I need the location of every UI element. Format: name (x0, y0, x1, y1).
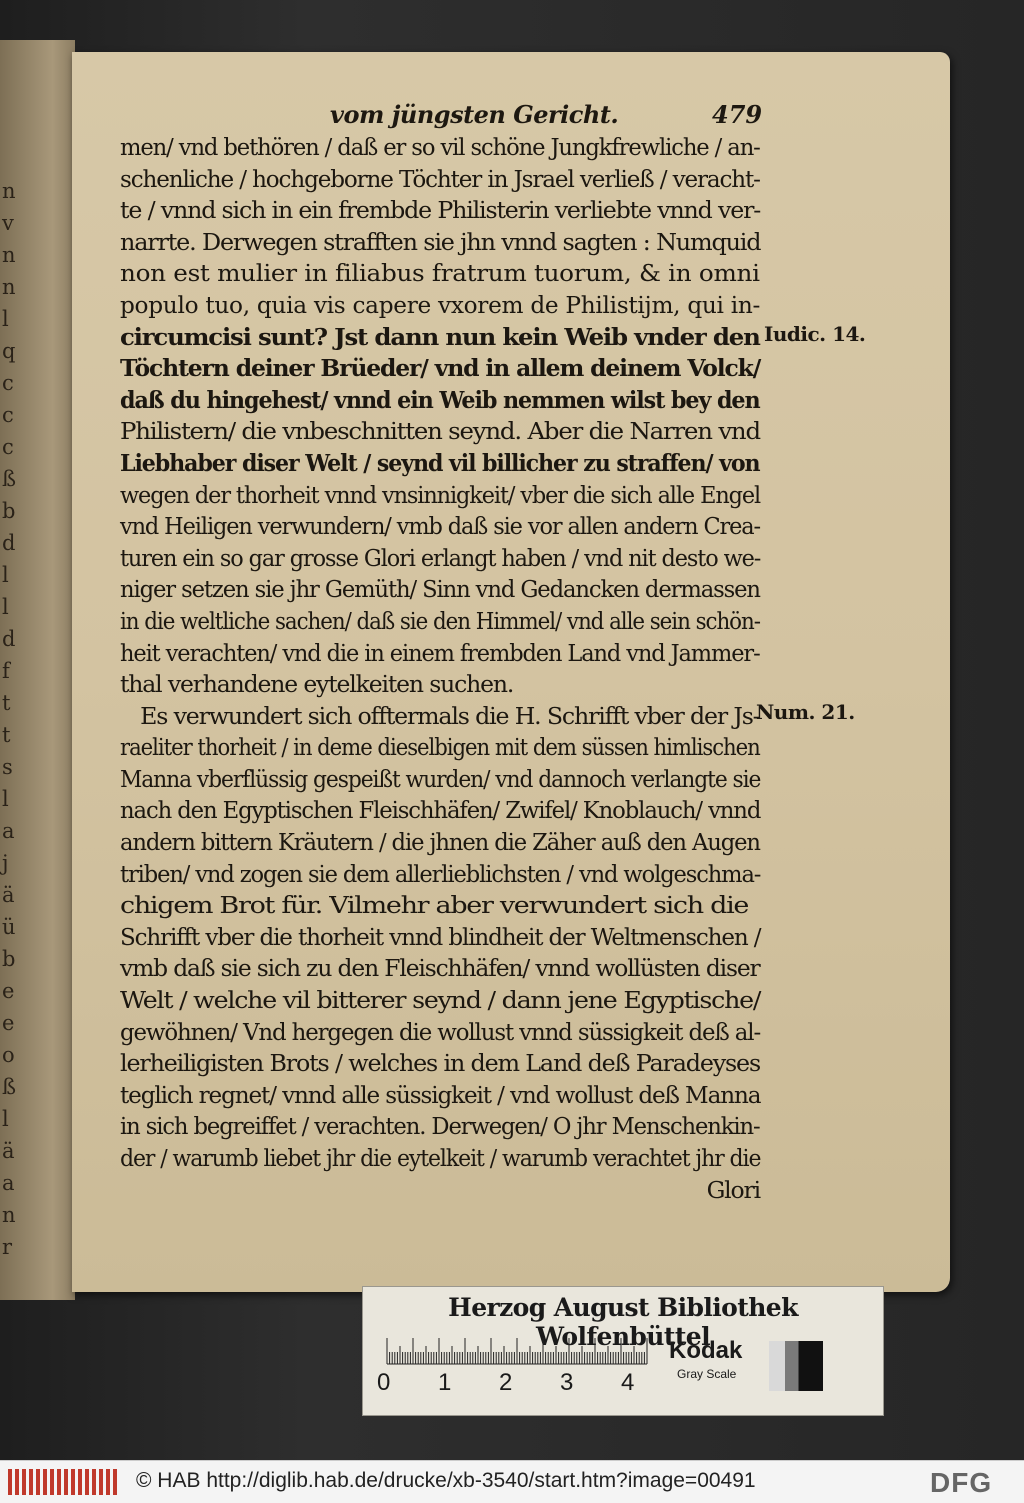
previous-page-letter: l (2, 307, 9, 331)
margin-note-numbers: Num. 21. (756, 700, 855, 724)
text-line: in die weltliche sachen/ daß sie den Himmel/ vnd alle sein schön- (120, 606, 760, 635)
barcode-bar (113, 1469, 117, 1495)
barcode-bar (85, 1469, 89, 1495)
ruler-numbers (377, 1369, 657, 1397)
previous-page-edge (0, 40, 75, 1300)
previous-page-letter: t (2, 691, 11, 715)
text-line: thal verhandene eytelkeiten suchen. (120, 670, 514, 699)
previous-page-letter: o (2, 1043, 15, 1067)
previous-page-letter: e (2, 1011, 15, 1035)
gray-scale-label: Gray Scale (677, 1367, 737, 1381)
library-name: Herzog August Bibliothek Wolfenbüttel (448, 1293, 798, 1351)
gray-scale-swatch (769, 1341, 823, 1391)
text-line: vmb daß sie sich zu den Fleischhäfen/ vnnd wollüsten diser (120, 954, 760, 983)
barcode-bar (92, 1469, 96, 1495)
previous-page-letter: ß (2, 1075, 17, 1099)
text-line: niger setzen sie jhr Gemüth/ Sinn vnd Gedancken dermassen (120, 575, 760, 604)
text-line: andern bittern Kräutern / die jhnen die Zäher auß den Augen (120, 828, 760, 857)
barcode-bar (43, 1469, 47, 1495)
text-line: turen ein so gar grosse Glori erlangt haben / vnd nit desto we- (120, 543, 761, 572)
text-line: raeliter thorheit / in deme dieselbigen mit dem süssen himlischen (120, 733, 760, 762)
text-line: Manna vberflüssig gespeißt wurden/ vnd dannoch verlangte sie (120, 764, 761, 793)
barcode-bar (78, 1469, 82, 1495)
previous-page-letter: ä (2, 1139, 15, 1163)
text-line: gewöhnen/ Vnd hergegen die wollust vnnd süssigkeit deß al- (120, 1017, 761, 1046)
barcode-icon (8, 1469, 128, 1495)
barcode-bar (64, 1469, 68, 1495)
previous-page-letter: t (2, 723, 11, 747)
previous-page-letter: v (2, 211, 14, 235)
copyright-url[interactable]: © HAB http://diglib.hab.de/drucke/xb-3540/start.htm?image=00491 (136, 1469, 756, 1492)
page-number: 479 (712, 100, 763, 129)
text-line: Liebhaber diser Welt / seynd vil billicher zu straffen/ von (120, 448, 760, 477)
text-line: Töchtern deiner Brüeder/ vnd in allem deinem Volck/ (120, 354, 761, 383)
previous-page-letter: ü (2, 915, 16, 939)
text-line: non est mulier in filiabus fratrum tuorum, & in omni (120, 259, 760, 288)
previous-page-letter: e (2, 979, 15, 1003)
barcode-bar (8, 1469, 12, 1495)
ruler-number: 2 (499, 1369, 513, 1396)
previous-page-letter: l (2, 1107, 9, 1131)
previous-page-letter: a (2, 819, 15, 843)
text-line: men/ vnd bethören / daß er so vil schöne Jungkfrewliche / an- (120, 133, 760, 161)
previous-page-letter: c (2, 435, 14, 459)
previous-page-letter: n (2, 275, 16, 299)
footer-bar (0, 1460, 1024, 1503)
previous-page-letter: b (2, 499, 16, 523)
barcode-bar (71, 1469, 75, 1495)
ruler-number: 4 (621, 1369, 635, 1396)
previous-page-letter: a (2, 1171, 15, 1195)
previous-page-letter: q (2, 339, 16, 363)
previous-page-letter: r (2, 1235, 13, 1259)
text-line: narrte. Derwegen strafften sie jhn vnnd sagten : Numquid (120, 227, 761, 256)
previous-page-letter: l (2, 563, 9, 587)
ruler-number: 1 (438, 1369, 452, 1396)
previous-page-letter: l (2, 787, 9, 811)
previous-page-letter: b (2, 947, 16, 971)
text-line: Welt / welche vil bitterer seynd / dann jene Egyptische/ (120, 986, 761, 1015)
text-line: circumcisi sunt? Jst dann nun kein Weib vnder den (120, 322, 760, 351)
previous-page-letter: ß (2, 467, 17, 491)
barcode-bar (57, 1469, 61, 1495)
catchword: Glori (706, 1175, 760, 1204)
text-line: populo tuo, quia vis capere vxorem de Philistijm, qui in- (120, 290, 761, 319)
dfg-logo: DFG (930, 1467, 993, 1498)
barcode-bar (99, 1469, 103, 1495)
text-line: teglich regnet/ vnnd alle süssigkeit / vnd wollust deß Manna (120, 1080, 761, 1109)
text-line: lerheiligisten Brots / welches in dem Land deß Paradeyses (120, 1049, 761, 1078)
ruler-number: 0 (377, 1369, 391, 1396)
previous-page-letter: f (2, 659, 10, 683)
previous-page-letter: j (2, 851, 9, 875)
margin-note-judges: Iudic. 14. (764, 322, 866, 346)
ruler-scale (383, 1337, 653, 1365)
previous-page-letter: n (2, 179, 16, 203)
text-line: der / warumb liebet jhr die eytelkeit / warumb verachtet jhr die (120, 1144, 761, 1172)
text-line: wegen der thorheit vnnd vnsinnigkeit/ vber die sich alle Engel (120, 480, 761, 509)
barcode-bar (15, 1469, 19, 1495)
body-text (120, 132, 760, 1206)
color-target-card (362, 1286, 884, 1416)
text-line: Es verwundert sich offtermals die H. Schrifft vber der Js- (140, 701, 760, 730)
previous-page-letter: n (2, 1203, 16, 1227)
ruler-number: 3 (560, 1369, 574, 1396)
text-line: nach den Egyptischen Fleischhäfen/ Zwifel/ Knoblauch/ vnnd (120, 796, 761, 825)
text-line: chigem Brot für. Vilmehr aber verwundert sich die (120, 891, 749, 920)
text-line: daß du hingehest/ vnnd ein Weib nemmen wilst bey den (120, 385, 760, 414)
previous-page-letter: d (2, 627, 16, 651)
previous-page-letters (2, 175, 32, 1263)
previous-page-letter: d (2, 531, 16, 555)
text-line: schenliche / hochgeborne Töchter in Jsrael verließ / veracht- (120, 164, 760, 193)
previous-page-letter: l (2, 595, 9, 619)
text-line: Schrifft vber die thorheit vnnd blindheit der Weltmenschen / (120, 922, 761, 951)
barcode-bar (106, 1469, 110, 1495)
kodak-logo: Kodak (669, 1337, 743, 1364)
text-line: triben/ vnd zogen sie dem allerlieblichsten / vnd wolgeschma- (120, 859, 761, 888)
previous-page-letter: n (2, 243, 16, 267)
text-line: te / vnnd sich in ein frembde Philisterin verliebte vnnd ver- (120, 196, 761, 225)
previous-page-letter: c (2, 371, 14, 395)
barcode-bar (29, 1469, 33, 1495)
text-line: heit verachten/ vnd die in einem frembden Land vnd Jammer- (120, 638, 760, 667)
previous-page-letter: c (2, 403, 14, 427)
text-line: vnd Heiligen verwundern/ vmb daß sie vor allen andern Crea- (120, 512, 761, 541)
running-head: vom jüngsten Gericht. (330, 100, 619, 129)
barcode-bar (22, 1469, 26, 1495)
previous-page-letter: ä (2, 883, 15, 907)
text-line: in sich begreiffet / verachten. Derwegen/ O jhr Menschenkin- (120, 1112, 760, 1141)
barcode-bar (50, 1469, 54, 1495)
barcode-bar (36, 1469, 40, 1495)
previous-page-letter: s (2, 755, 13, 779)
text-line: Philistern/ die vnbeschnitten seynd. Aber die Narren vnd (120, 417, 760, 446)
